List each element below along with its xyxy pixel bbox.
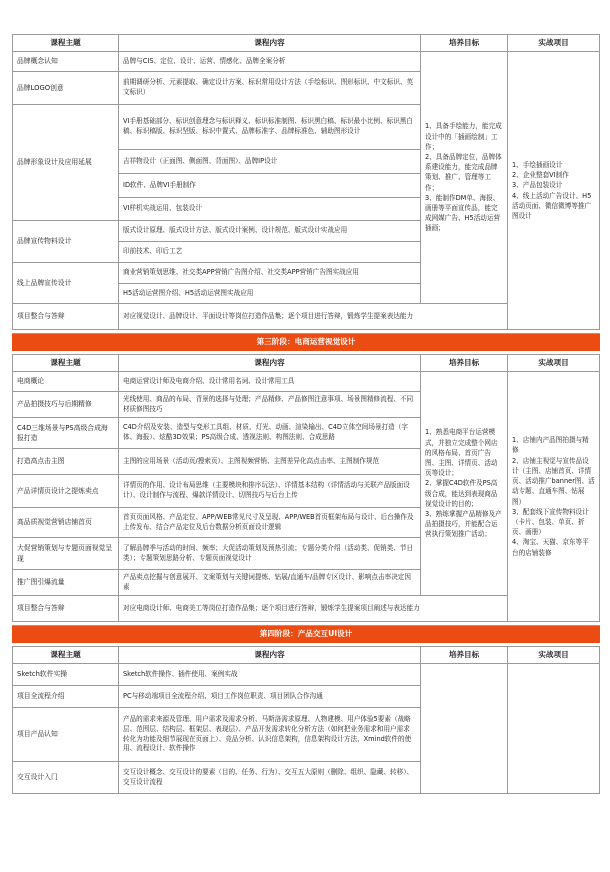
- row-content: 前期调研分析、元素提取、确定设计方案、标识常用设计方法（手绘标识、图形标识、中文标识、英文标识）: [119, 72, 421, 105]
- table-row: [13, 372, 600, 392]
- row-content: 吉祥物设计（正面图、侧面图、背面图）、品牌IP设计: [119, 150, 421, 174]
- header-objective: 培养目标: [421, 647, 508, 664]
- row-topic: 品牌概念认知: [13, 52, 119, 72]
- table-header-row: [13, 35, 600, 52]
- row-topic: 大促营销策划与专题页面视觉呈现: [13, 538, 119, 570]
- stage-banner: [13, 334, 600, 351]
- row-topic: 品牌宣传物料设计: [13, 221, 119, 263]
- course-page: [12, 34, 599, 794]
- header-project: 实战项目: [508, 647, 600, 664]
- header-project: 实战项目: [508, 355, 600, 372]
- row-content: C4D介绍及安装、造型与变形工具组、材质、灯光、动画、渲染输出、C4D立体空间场景打造（字体、海报）、炫酷3D效果；PS高级合成、透视法则、构图法则、合成思路: [119, 418, 421, 449]
- row-topic: 项目产品认知: [13, 708, 119, 762]
- course-table-body: [13, 35, 600, 794]
- project-cell: [508, 664, 600, 794]
- row-content: H5活动运营图介绍、H5活动运营图实战应用: [119, 284, 421, 304]
- header-content: 课程内容: [119, 35, 421, 52]
- row-content: 详情页的作用、设计布局思维（主要模块和排序玩法）、详情基本结构（详情活动与关联产品版面设计）、设计制作与流程、爆款详情设计、切图技巧与后台上传: [119, 475, 421, 508]
- table-header-row: [13, 355, 600, 372]
- row-content: VI手册基础部分、标识创意理念与标识释义、标识标准制图、标识黑白稿、标识最小比例、标识黑白稿、标识稿版、标识坚版、标识中置式、品牌标准字、品牌标准色、辅助图形设计: [119, 105, 421, 150]
- row-content: 交互设计概念、交互设计的要素（目的、任务、行为）、交互五大原则（删除、组织、隐藏、转移）、交互设计流程: [119, 762, 421, 794]
- project-cell: [508, 372, 600, 622]
- row-topic: 交互设计入门: [13, 762, 119, 794]
- row-topic: 产品拍摄技巧与后期精修: [13, 392, 119, 418]
- row-content: 版式设计原理、版式设计方法、版式设计案例、设计规范、版式设计实战应用: [119, 221, 421, 242]
- row-topic: 品牌LOGO创意: [13, 72, 119, 105]
- row-topic: 打造高点击主图: [13, 449, 119, 475]
- table-header-row: [13, 647, 600, 664]
- row-content: 电商运营设计师及电商介绍、设计常用名词、设计常用工具: [119, 372, 421, 392]
- objective-cell: [421, 664, 508, 794]
- objective-cell: [421, 52, 508, 304]
- row-topic: 项目整合与答辩: [13, 304, 119, 330]
- row-content: 首页页面风格、产品定位、APP/WEB常见尺寸及呈现、APP/WEB首页框架布局与设计、后台操作及上传发布、结合产品定位及后台数据分析页面设计逻辑: [119, 508, 421, 538]
- row-content: Sketch软件操作、插件使用、案例实战: [119, 664, 421, 686]
- row-content: 印前技术、印后工艺: [119, 242, 421, 263]
- row-topic: 项目全流程介绍: [13, 686, 119, 708]
- row-content: ID软件、品牌VI手册制作: [119, 174, 421, 198]
- row-content: 产品卖点挖掘与创意展开、文案策划与关键词提炼、钻展/直通车/品牌专区设计、影响点击率决定因素: [119, 570, 421, 596]
- row-content: 对应视觉设计、品牌设计、平面设计等岗位打造作品集；逐个项目进行答辩，锻炼学生提案表达能力: [119, 304, 508, 330]
- row-topic: 电商概论: [13, 372, 119, 392]
- row-topic: Sketch软件实操: [13, 664, 119, 686]
- row-topic: 品牌形象设计及应用延展: [13, 105, 119, 221]
- project-text: 1、手绘插画设计 2、企业整套VI制作 3、产品包装设计 4、线上活动广告设计、H5活动页面、微信微博等推广图设计: [512, 160, 592, 220]
- objective-cell: [421, 372, 508, 596]
- project-cell: [508, 52, 600, 330]
- header-content: 课程内容: [119, 647, 421, 664]
- stage-title: 第三阶段：电商运营视觉设计: [13, 334, 600, 351]
- objective-text: 1、具备手绘能力，能完成设计中的「插画绘制」工作； 2、具备品牌定位，品牌体系建设能力，能完成品牌策划、推广、管理等工作； 3、能制作DM单、海报、画册等平面宣传品，能完成网媒广告、H5活动运营插画；: [425, 122, 502, 233]
- row-topic: 产品详情页设计之提炼卖点: [13, 475, 119, 508]
- row-topic: 高品质视觉营销店铺首页: [13, 508, 119, 538]
- row-content: 商业营销策划思维、社交类APP营销广告图介绍、社交类APP营销广告图实战应用: [119, 263, 421, 284]
- table-row: [13, 664, 600, 686]
- row-topic: 项目整合与答辩: [13, 596, 119, 622]
- row-content: 对应电商设计师、电商美工等岗位打造作品集；逐个项目进行答辩，锻炼学生提案项目阐述与表达能力: [119, 596, 508, 622]
- row-topic: C4D三维场景与PS高级合成海报打造: [13, 418, 119, 449]
- project-text: 1、店铺内产品图拍摄与精修 2、店铺主视觉与宣传品设计（主图、店铺首页、详情页、活动推广banner图、活动专题、直通车图、钻展图） 3、配套线下宣传物料设计（卡片、包装、单页、折页、画册） 4、淘宝、天猫、京东等平台的店铺装修: [512, 436, 595, 557]
- header-project: 实战项目: [508, 35, 600, 52]
- table-row: [13, 52, 600, 72]
- stage-banner: [13, 626, 600, 643]
- row-content: 了解品牌季与活动的时间、频率；大促活动策划及预热引流；专题分类介绍（活动类、促销类、节日类）；专题策划思路分析、专题页面视觉设计: [119, 538, 421, 570]
- row-content: 主图的应用场景（活动页/搜索页）、主图视频营销、主图差异化高点击率、主图制作规范: [119, 449, 421, 475]
- row-content: 品牌与CIS、定位、设计、运营、情感化、品牌全案分析: [119, 52, 421, 72]
- header-topic: 课程主题: [13, 647, 119, 664]
- header-topic: 课程主题: [13, 355, 119, 372]
- row-topic: 推广图引爆流量: [13, 570, 119, 596]
- row-content: 产品的需求来源及管理、用户需求及需求分析、马斯洛需求原理、人物建模、用户体验5要素（战略层、范围层、结构层、框架层、表现层）、产品开发需求转化分析方法（如何把业务需求和用户需求转化为功能及细节展现在页面上）、竞品分析、认识信息架构，信息架构设计方法、Xmind软件的使用、流程设计、软件操作: [119, 708, 421, 762]
- stage-title: 第四阶段：产品交互UI设计: [13, 626, 600, 643]
- course-table: [12, 34, 600, 794]
- row-content: 光线使用、商品的布局、背景的选择与处理；产品精修、产品修图注意事项、场景图精修流程、不同材质修图技巧: [119, 392, 421, 418]
- header-content: 课程内容: [119, 355, 421, 372]
- objective-text: 1、熟悉电商平台运营模式，并独立完成整个网店的风格布局、首页广告图、主图、详情页、活动页等设计； 2、掌握C4D软件及PS高级合成，能达到表现商品视觉设计的目的； 3、熟练掌握产品精修及产品拍摄技巧，并能配合运营执行策划推广活动；: [425, 428, 502, 539]
- header-topic: 课程主题: [13, 35, 119, 52]
- row-content: VI样机实战运用、包装设计: [119, 198, 421, 221]
- header-objective: 培养目标: [421, 355, 508, 372]
- header-objective: 培养目标: [421, 35, 508, 52]
- row-topic: 线上品牌宣传设计: [13, 263, 119, 304]
- row-content: PC与移动端项目全流程介绍、项目工作岗位职责、项目团队合作沟通: [119, 686, 421, 708]
